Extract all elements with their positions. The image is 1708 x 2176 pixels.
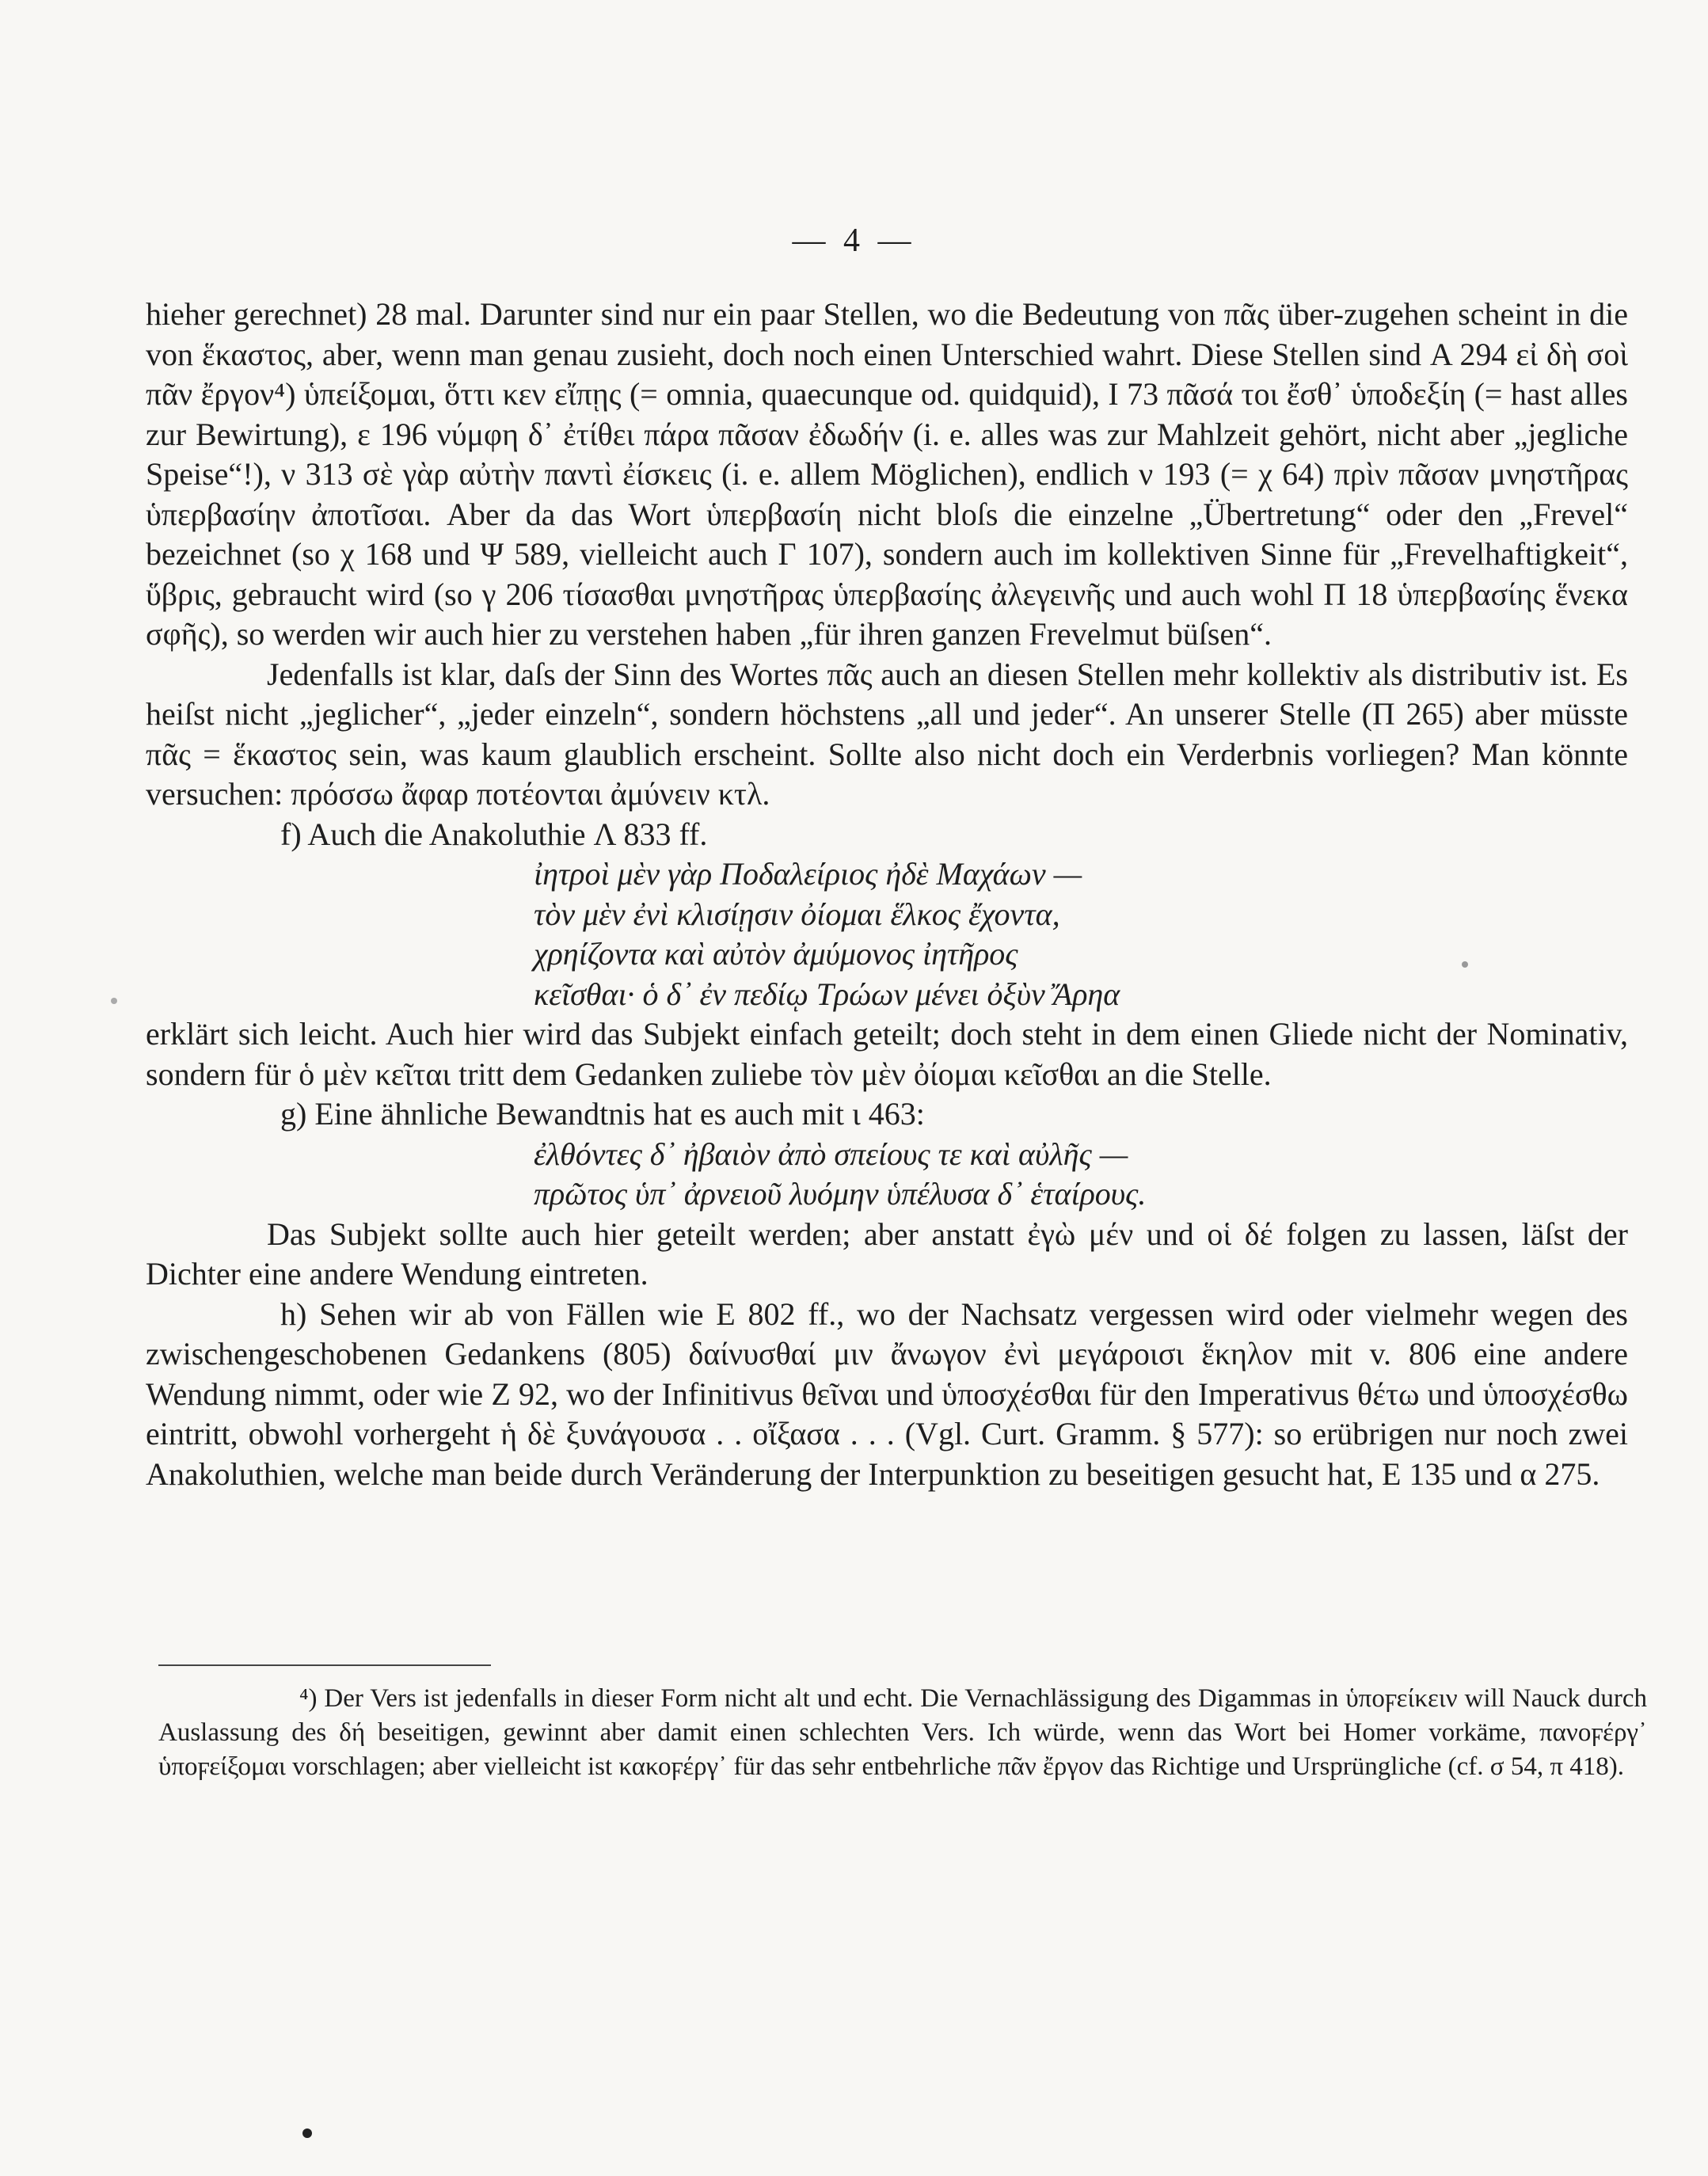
verse-block-1 bbox=[534, 854, 1628, 1014]
verse-line: τὸν μὲν ἐνὶ κλισίῃσιν ὀίομαι ἕλκος ἔχοντα, bbox=[534, 896, 1060, 932]
page-number: — 4 — bbox=[792, 223, 916, 259]
paragraph-2: Jedenfalls ist klar, daſs der Sinn des Wortes πᾶς auch an diesen Stellen mehr kollektiv als distributiv ist. Es heiſst nicht „jeglicher“, „jeder einzeln“, sondern höchstens „all und jeder“. An unserer Stelle (Π 265) aber müsste πᾶς = ἕκαστος sein, was kaum glaublich erscheint. Sollte also nicht doch ein Verderbnis vorliegen? Man könnte versuchen: πρόσσω ἄφαρ ποτέονται ἀμύνειν κτλ. bbox=[146, 656, 1628, 812]
verse-block-2 bbox=[534, 1135, 1628, 1215]
speck-mark bbox=[1462, 961, 1468, 968]
footnote-rule bbox=[158, 1664, 491, 1666]
paragraph-3: erklärt sich leicht. Auch hier wird das Subjekt einfach geteilt; doch steht in dem einen Gliede nicht der Nominativ, sondern für ὁ μὲν κεῖται tritt dem Gedanken zuliebe τὸν μὲν ὀίομαι κεῖσθαι an die Stelle. bbox=[146, 1016, 1628, 1092]
speck-mark bbox=[302, 2128, 312, 2138]
paragraph-4: Das Subjekt sollte auch hier geteilt werden; aber anstatt ἐγὼ μέν und οἱ δέ folgen zu lassen, läſst der Dichter eine andere Wendung eintreten. bbox=[146, 1215, 1628, 1292]
verse-line: ἐλθόντες δ᾽ ἠβαιὸν ἀπὸ σπείους τε καὶ αὐλῆς — bbox=[534, 1136, 1128, 1172]
paragraph-h: h) Sehen wir ab von Fällen wie Ε 802 ff., wo der Nachsatz vergessen wird oder vielmehr wegen des zwischengeschobenen Gedankens (805) δαίνυσθαί μιν ἄνωγον ἐνὶ μεγάροισι ἕκηλον mit v. 806 eine andere Wendung nimmt, oder wie Ζ 92, wo der Infinitivus θεῖναι und ὑποσχέσθαι für den Imperativus θέτω und ὑποσχέσθω eintritt, obwohl vorhergeht ἡ δὲ ξυνάγουσα . . οἴξασα . . . (Vgl. Curt. Gramm. § 577): so erübrigen nur noch zwei Anakoluthien, welche man beide durch Veränderung der Interpunktion zu beseitigen gesucht hat, Ε 135 und α 275. bbox=[146, 1295, 1628, 1492]
speck-mark bbox=[111, 998, 117, 1004]
verse-line: ἰητροὶ μὲν γὰρ Ποδαλείριος ἠδὲ Μαχάων — bbox=[534, 856, 1082, 892]
paragraph-g: g) Eine ähnliche Bewandtnis hat es auch mit ι 463: bbox=[280, 1096, 925, 1132]
paragraph-f: f) Auch die Anakoluthie Λ 833 ff. bbox=[280, 816, 708, 852]
verse-line: πρῶτος ὑπ᾽ ἀρνειοῦ λυόμην ὑπέλυσα δ᾽ ἑταίρους. bbox=[534, 1176, 1147, 1212]
paragraph-1: hieher gerechnet) 28 mal. Darunter sind nur ein paar Stellen, wo die Bedeutung von πᾶς über-zugehen scheint in die von ἕκαστος, aber, wenn man genau zusieht, doch noch einen Unterschied wahrt. Diese Stellen sind Α 294 εἰ δὴ σοὶ πᾶν ἔργον⁴) ὑπείξομαι, ὅττι κεν εἴπῃς (= omnia, quaecunque od. quidquid), Ι 73 πᾶσά τοι ἔσθ᾽ ὑποδεξίη (= hast alles zur Bewirtung), ε 196 νύμφη δ᾽ ἐτίθει πάρα πᾶσαν ἐδωδήν (i. e. alles was zur Mahlzeit gehört, nicht aber „jegliche Speise“!), ν 313 σὲ γὰρ αὐτὴν παντὶ ἐίσκεις (i. e. allem Möglichen), endlich ν 193 (= χ 64) πρὶν πᾶσαν μνηστῆρας ὑπερβασίην ἀποτῖσαι. Aber da das Wort ὑπερβασίη nicht bloſs die einzelne „Übertretung“ oder den „Frevel“ bezeichnet (so χ 168 und Ψ 589, vielleicht auch Γ 107), sondern auch im kollektiven Sinne für „Frevelhaftigkeit“, ὕβρις, gebraucht wird (so γ 206 τίσασθαι μνηστῆρας ὑπερβασίης ἀλεγεινῆς und auch wohl Π 18 ὑπερβασίης ἕνεκα σφῆς), so werden wir auch hier zu verstehen haben „für ihren ganzen Frevelmut büſsen“. bbox=[146, 296, 1628, 652]
verse-line: χρηίζοντα καὶ αὐτὸν ἀμύμονος ἰητῆρος bbox=[534, 936, 1018, 972]
footnote bbox=[158, 1682, 1647, 1784]
footnote-text: ⁴) Der Vers ist jedenfalls in dieser Form nicht alt und echt. Die Vernachlässigung des Digammas in ὑποϝείκειν will Nauck durch Auslassung des δή beseitigen, gewinnt aber damit einen schlechten Vers. Ich würde, wenn das Wort bei Homer vorkäme, πανοϝέργ᾽ ὑποϝείξομαι vorschlagen; aber vielleicht ist κακοϝέργ᾽ für das sehr entbehrliche πᾶν ἔργον das Richtige und Ursprüngliche (cf. σ 54, π 418). bbox=[158, 1684, 1647, 1781]
verse-line: κεῖσθαι· ὁ δ᾽ ἐν πεδίῳ Τρώων μένει ὀξὺν Ἄρηα bbox=[534, 976, 1120, 1012]
main-text bbox=[146, 295, 1628, 1494]
